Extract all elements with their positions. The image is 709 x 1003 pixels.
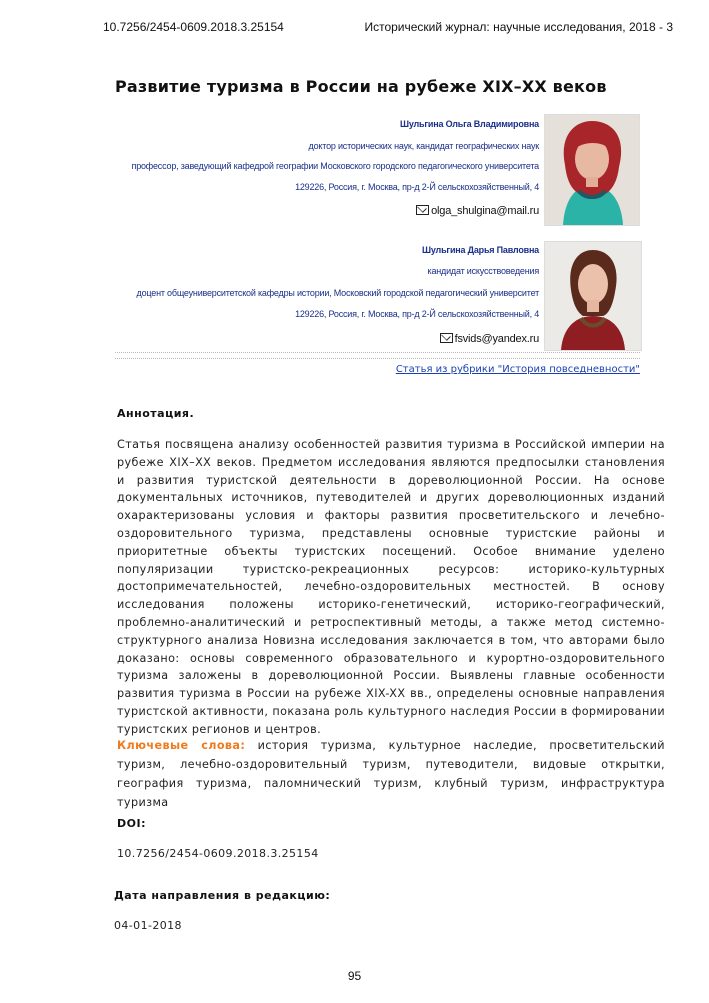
keywords-text: история туризма, культурное наследие, просветительский туризм, лечебно-оздоровительный туризм, путеводители, видовые открытки, география туризма, паломнический туризм, клубный туризм, инфраструктура туризма (117, 739, 665, 809)
author-2-email-line[interactable] (440, 333, 539, 345)
author-2-email[interactable]: fsvids@yandex.ru (454, 333, 539, 345)
rubric-link[interactable]: Статья из рубрики "История повседневности" (395, 364, 640, 375)
author-1-name: Шульгина Ольга Владимировна (399, 119, 539, 129)
header-doi: 10.7256/2454-0609.2018.3.25154 (103, 20, 284, 34)
author-1-email[interactable]: olga_shulgina@mail.ru (431, 205, 539, 217)
mail-icon (416, 205, 429, 215)
divider (115, 352, 640, 353)
author-2-photo (544, 241, 642, 351)
doi-label: DOI: (117, 817, 146, 830)
article-title: Развитие туризма в России на рубеже XIX–XX веков (115, 77, 607, 96)
author-2-position: доцент общеуниверситетской кафедры истории, Московский городской педагогический университет (136, 288, 539, 298)
author-1-degree: доктор исторических наук, кандидат географических наук (308, 141, 539, 151)
submission-label: Дата направления в редакцию: (114, 889, 331, 902)
submission-date: 04-01-2018 (114, 919, 182, 932)
abstract-label: Аннотация. (117, 407, 195, 420)
author-1-address: 129226, Россия, г. Москва, пр-д 2-Й сельскохозяйственный, 4 (295, 182, 539, 192)
author-1-position: профессор, заведующий кафедрой географии Московского городского педагогического университета (131, 161, 539, 171)
keywords (117, 736, 665, 812)
doi-value: 10.7256/2454-0609.2018.3.25154 (117, 847, 319, 860)
author-2-degree: кандидат искусствоведения (427, 266, 539, 276)
keywords-label: Ключевые слова: (117, 739, 246, 752)
author-2-address: 129226, Россия, г. Москва, пр-д 2-Й сельскохозяйственный, 4 (295, 309, 539, 319)
author-1-photo (544, 114, 640, 226)
mail-icon (440, 333, 453, 343)
abstract-text: Статья посвящена анализу особенностей развития туризма в Российской империи на рубеже XIX–XX веков. Предметом исследования являются предпосылки становления и развития туристской деятельности в дореволюционной России. На основе документальных источников, путеводителей и других дореволюционных изданий охарактеризованы условия и факторы развития просветительского и лечебно-оздоровительного туризма, представлены основные туристские районы и приоритетные объекты туристских посещений. Особое внимание уделено популяризации туристско-рекреационных ресурсов: историко-культурных достопримечательностей, лечебно-оздоровительных местностей. В основу исследования положены историко-генетический, историко-географический, проблемно-аналитический и ретроспективный методы, а также метод системно-структурного анализа Новизна исследования заключается в том, что авторами было доказано: основы современного образовательного и курортно-оздоровительного туризма заложены в дореволюционной России. Выявлены главные особенности развития туризма в России на рубеже XIX-XX вв., определены основные направления туристской активности, показана роль культурного наследия России в формировании туристских регионов и центров. (117, 438, 665, 736)
author-2-name: Шульгина Дарья Павловна (422, 245, 539, 255)
divider (115, 358, 640, 359)
page-number: 95 (347, 969, 362, 983)
author-1-email-line[interactable] (416, 205, 539, 217)
header-journal: Исторический журнал: научные исследования, 2018 - 3 (364, 20, 673, 34)
